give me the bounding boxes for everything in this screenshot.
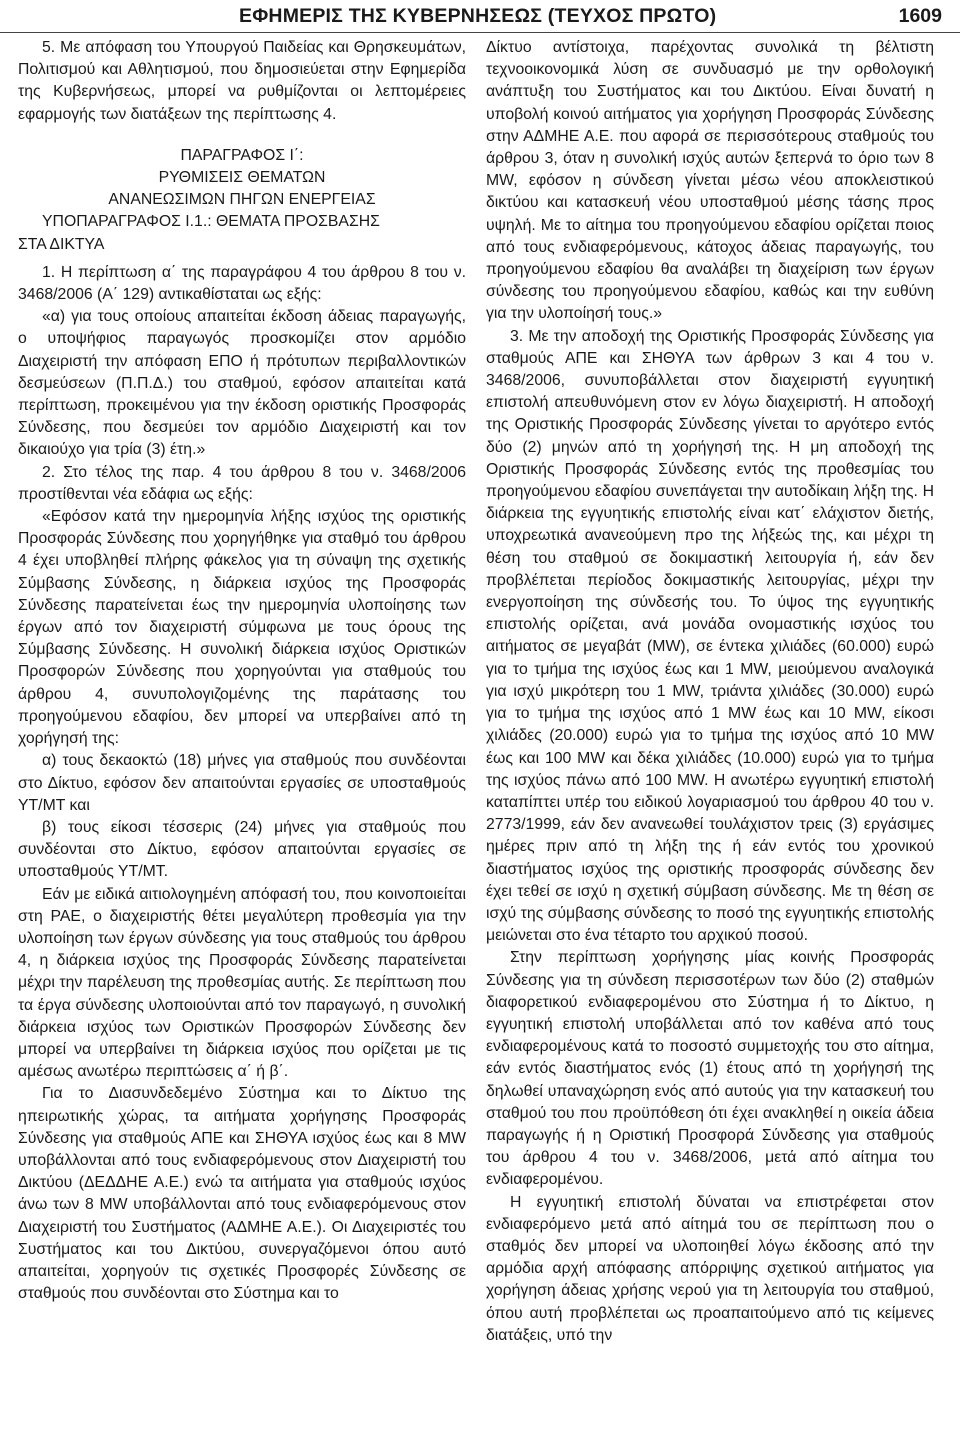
page-header	[0, 2, 960, 33]
paragraph-1-quote: «α) για τους οποίους απαιτείται έκδοση άδειας παραγωγής, ο υποψήφιος παραγωγός προσκομίζει στον αρμόδιο Διαχειριστή την απόφαση ΕΠΟ ή πρότυπων περιβαλλοντικών δεσμεύσεων (Π.Π.Δ.) του σταθμού, εφόσον απαιτείται κατά περίπτωση, προκειμένου για την έκδοση οριστικής Προσφοράς Σύνδεσης, που δεσμεύει τον αρμόδιο Διαχειριστή και τον δικαιούχο για τρία (3) έτη.»	[18, 308, 466, 459]
paragraph-grid: Για το Διασυνδεδεμένο Σύστημα και το Δίκτυο της ηπειρωτικής χώρας, τα αιτήματα χορήγησης Προσφοράς Σύνδεσης για σταθμούς ΑΠΕ και ΣΗΘΥΑ ισχύος έως και 8 MW υποβάλλονται από τους ενδιαφερόμενους στον Διαχειριστή του Δικτύου (ΔΕΔΔΗΕ Α.Ε.) ενώ τα αιτήματα για σταθμούς ισχύος άνω των 8 MW υποβάλλονται από τους ενδιαφερόμενους στον Διαχειριστή του Συστήματος (ΑΔΜΗΕ Α.Ε.). Οι Διαχειριστές του Συστήματος και του Δικτύου, συνεργαζόμενοι όπου αυτό απαιτείται, χορηγούν τις σχετικές Προσφορές Σύνδεσης σε σταθμούς που συνδέονται στο Σύστημα και το	[18, 1085, 466, 1303]
item-a: α) τους δεκαοκτώ (18) μήνες για σταθμούς που συνδέονται στο Δίκτυο, εφόσον δεν απαιτούνται εργασίες σε υποσταθμούς ΥΤ/ΜΤ και	[18, 752, 466, 814]
subsection-heading	[18, 211, 466, 255]
subsection-heading-line-2: ΣΤΑ ΔΙΚΤΥΑ	[18, 235, 105, 253]
paragraph-5: 5. Με απόφαση του Υπουργού Παιδείας και Θρησκευμάτων, Πολιτισμού και Αθλητισμού, που δημοσιεύεται στην Εφημερίδα της Κυβερνήσεως, μπορεί να ρυθμίζονται οι λεπτομέρειες εφαρμογής των διατάξεων της περίπτωσης 4.	[18, 39, 466, 123]
paragraph-3: 3. Με την αποδοχή της Οριστικής Προσφοράς Σύνδεσης για σταθμούς ΑΠΕ και ΣΗΘΥΑ των άρθρων 3 και 4 του ν. 3468/2006, συνυποβάλλεται στον διαχειριστή εγγυητική επιστολή απευθυνόμενη στον εν λόγω διαχειριστή. Η αποδοχή της Οριστικής Προσφοράς Σύνδεσης γίνεται το αργότερο εντός δύο (2) μηνών από τη χορήγησή της. Η μη αποδοχή της Οριστικής Προσφοράς Σύνδεσης εντός της προθεσμίας του προηγούμενου εδαφίου συνεπάγεται την αυτοδίκαιη λήξη της. Η διάρκεια της εγγυητικής επιστολής είναι κατ΄ ελάχιστον διετής, υποχρεωτικά ανανεούμενη προ της λήξεώς της, και μέχρι τη θέση του σταθμού σε δοκιμαστική λειτουργία ή, εάν δεν προβλέπεται περίοδος δοκιμαστικής λειτουργίας, μέχρι την ενεργοποίηση της σύνδεσής του. Το ύψος της εγγυητικής επιστολής ορίζεται, ανά μονάδα ονομαστικής ισχύος του αιτήματος σε μεγαβάτ (MW), σε έντεκα χιλιάδες (60.000) ευρώ για το τμήμα της ισχύος έως και 1 MW, μειούμενου αναλογικά για ισχύ μικρότερη του 1 MW, τριάντα χιλιάδες (30.000) ευρώ για το τμήμα της ισχύος από 1 MW έως και 10 MW, είκοσι χιλιάδες (20.000) ευρώ για το τμήμα της ισχύος από 10 MW έως και 100 MW και δέκα χιλιάδες (10.000) ευρώ για το τμήμα της ισχύος πάνω από 100 MW. Η ανωτέρω εγγυητική επιστολή καταπίπτει υπέρ του ειδικού λογαριασμού του άρθρου 40 του ν. 2773/1999, εάν δεν ανανεωθεί τουλάχιστον τρεις (3) εργάσιμες ημέρες πριν από τη λήξη της ή εάν εντός του χρονικού διαστήματος ισχύος της οριστικής προσφοράς σύνδεσης δεν έχει τεθεί σε ισχύ η σχετική σύμβαση σύνδεσης. Με τη θέση σε ισχύ της σύμβασης σύνδεσης το ποσό της εγγυητικής επιστολής μειώνεται στο ένα τέταρτο του αρχικού ποσού.	[486, 327, 934, 945]
paragraph-1: 1. Η περίπτωση α΄ της παραγράφου 4 του άρθρου 8 του ν. 3468/2006 (Α΄ 129) αντικαθίσταται ως εξής:	[18, 263, 466, 304]
paragraph-2-quote: «Εφόσον κατά την ημερομηνία λήξης ισχύος της οριστικής Προσφοράς Σύνδεσης που χορηγήθηκε για σταθμό του άρθρου 4 έχει υποβληθεί πλήρης φάκελος για τη σύναψη της σχετικής Σύμβασης Σύνδεσης, η διάρκεια ισχύος της Προσφοράς Σύνδεσης παρατείνεται έως την ημερομηνία υλοποίησης των έργων από τον διαχειριστή σύμφωνα με τους όρους της Σύμβασης Σύνδεσης. Η συνολική διάρκεια ισχύος Οριστικών Προσφορών Σύνδεσης που χορηγούνται για σταθμούς του άρθρου 4, συνυπολογιζομένης της παράτασης του προηγούμενου εδαφίου, δεν μπορεί να υπερβαίνει από τη χορήγησή της:	[18, 508, 466, 748]
section-heading-line-2: ΡΥΘΜΙΣΕΙΣ ΘΕΜΑΤΩΝ	[158, 169, 326, 187]
section-heading-line-3: ΑΝΑΝΕΩΣΙΜΩΝ ΠΗΓΩΝ ΕΝΕΡΓΕΙΑΣ	[108, 191, 376, 209]
item-b: β) τους είκοσι τέσσερις (24) μήνες για σταθμούς που συνδέονται στο Δίκτυο, εφόσον απαιτούνται εργασίες σε υποσταθμούς ΥΤ/ΜΤ.	[18, 818, 466, 881]
gazette-title: ΕΦΗΜΕΡΙΣ ΤΗΣ ΚΥΒΕΡΝΗΣΕΩΣ (ΤΕΥΧΟΣ ΠΡΩΤΟ)	[239, 5, 717, 27]
subsection-heading-line-1: ΥΠΟΠΑΡΑΓΡΑΦΟΣ Ι.1.: ΘΕΜΑΤΑ ΠΡΟΣΒΑΣΗΣ	[42, 213, 380, 231]
paragraph-return: Η εγγυητική επιστολή δύναται να επιστρέφεται στον ενδιαφερόμενο μετά από αίτημά του σε περίπτωση που ο σταθμός δεν μπορεί να υλοποιηθεί λόγω έκδοσης από την αρμόδια αρχή απόφασης απόρριψης σχετικού αιτήματος για χορήγηση άδειας χρήσης νερού για τη λειτουργία του σταθμού, όπου αυτή προβλέπεται ως προαπαιτούμενο από τις κείμενες διατάξεις, υπό την	[486, 1193, 934, 1344]
page-number: 1609	[898, 5, 942, 27]
section-heading-line-1: ΠΑΡΑΓΡΑΦΟΣ Ι΄:	[180, 146, 304, 164]
right-column	[486, 37, 934, 1347]
paragraph-multi-station: Στην περίπτωση χορήγησης μίας κοινής Προσφοράς Σύνδεσης για τη σύνδεση περισσοτέρων των δύο (2) σταθμών διαφορετικού ενδιαφερομένου στο Σύστημα ή το Δίκτυο, η εγγυητική επιστολή υποβάλλεται από τον καθένα από τους ενδιαφερομένους κατά το ποσοστό συμμετοχής του στο αίτημα, εάν εντός διαστήματος ενός (1) έτους από τη χορήγησή της δηλωθεί υπαναχώρηση ενός από αυτούς για την κατασκευή του σταθμού του που προϋπόθεση ότι έχει ανακληθεί η οικεία άδεια παραγωγής ή η Οριστική Προσφορά Σύνδεσης για σταθμούς του άρθρου 4 του ν. 3468/2006, μετά από αίτημα του ενδιαφερομένου.	[486, 949, 934, 1189]
paragraph-continued: Δίκτυο αντίστοιχα, παρέχοντας συνολικά τη βέλτιστη τεχνοοικονομικά λύση σε συνδυασμό με την ορθολογική ανάπτυξη του Συστήματος και του Δικτύου. Είναι δυνατή η υποβολή κοινού αιτήματος για χορήγηση Προσφοράς Σύνδεσης στην ΑΔΜΗΕ Α.Ε. που αφορά σε περισσότερους σταθμούς του άρθρου 3, όταν η συνολική ισχύς αυτών ξεπερνά το όριο των 8 MW, εφόσον η σύνδεση γίνεται μέσω νέου αποκλειστικού δικτύου και κατασκευή νέου υποσταθμού μέσης τάσης προς υψηλή. Με το αίτημα του προηγούμενου εδαφίου ορίζεται ποιος από τους ενδιαφερόμενους, κάτοχος άδειας παραγωγής, του προηγούμενου εδαφίου θα αναλάβει τη διαχείριση των έργων σύνδεσης του προηγούμενου εδαφίου, καθώς και την ευθύνη για την υλοποίησή τους.»	[486, 39, 934, 323]
left-column	[18, 37, 466, 1305]
paragraph-2: 2. Στο τέλος της παρ. 4 του άρθρου 8 του ν. 3468/2006 προστίθενται νέα εδάφια ως εξής:	[18, 463, 466, 503]
paragraph-rae: Εάν με ειδικά αιτιολογημένη απόφασή του, που κοινοποιείται στη ΡΑΕ, ο διαχειριστής θέτει μεγαλύτερη προθεσμία για την υλοποίηση των έργων σύνδεσης για τους σταθμούς του άρθρου 4, η διάρκεια ισχύος της Προσφοράς Σύνδεσης παρατείνεται μέχρι την παρέλευση της προθεσμίας αυτής. Σε περίπτωση που τα έργα σύνδεσης υλοποιούνται από τον παραγωγό, η συνολική διάρκεια ισχύος των Οριστικών Προσφορών Σύνδεσης δεν μπορεί να υπερβαίνει τη διάρκεια ισχύος που ορίζεται με τις αμέσως ανωτέρω περιπτώσεις α΄ ή β΄.	[18, 885, 466, 1081]
